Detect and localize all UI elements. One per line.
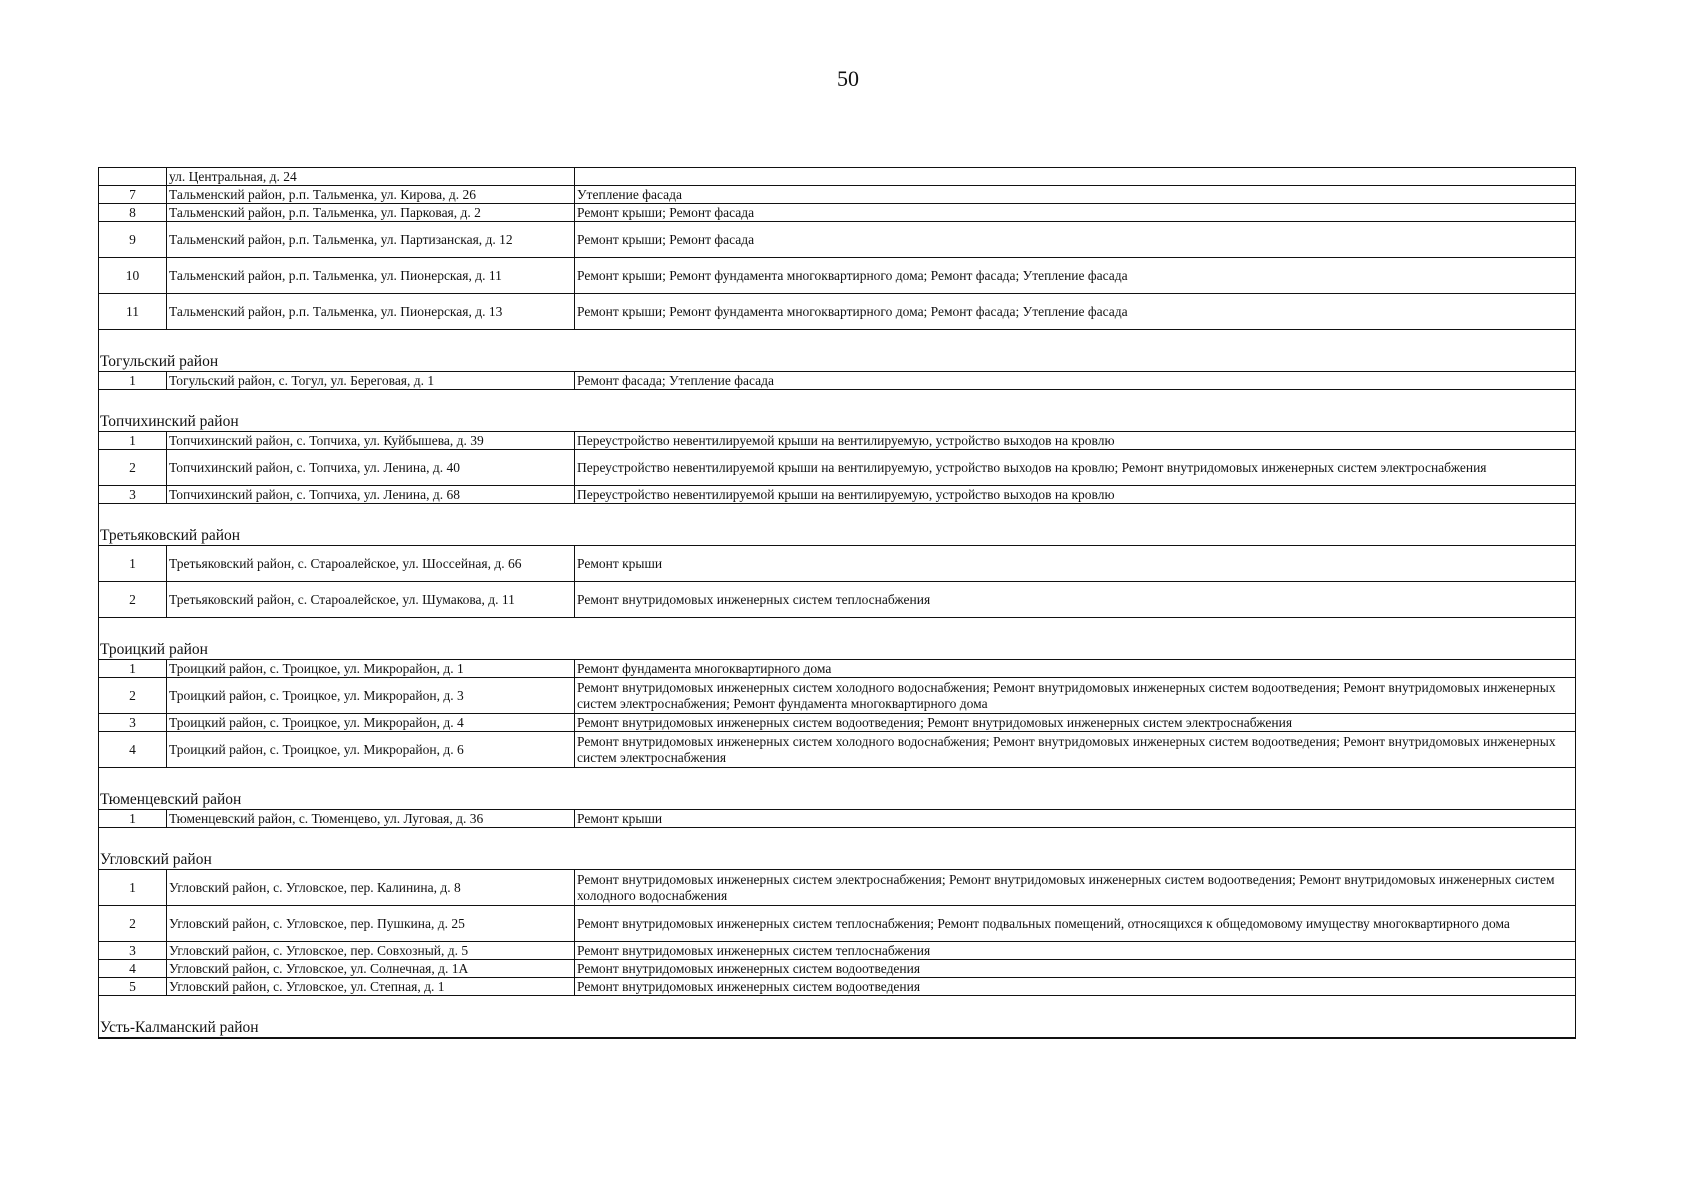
row-number-cell: 1 xyxy=(99,372,167,390)
table-row xyxy=(99,582,1576,618)
works-cell: Утепление фасада xyxy=(575,186,1576,204)
district-title: Угловский район xyxy=(99,828,1576,870)
table-row xyxy=(99,660,1576,678)
table-row xyxy=(99,714,1576,732)
address-cell: Троицкий район, с. Троицкое, ул. Микрорайон, д. 6 xyxy=(167,732,575,768)
works-cell: Ремонт внутридомовых инженерных систем водоотведения; Ремонт внутридомовых инженерных систем электроснабжения xyxy=(575,714,1576,732)
row-number-cell: 10 xyxy=(99,258,167,294)
address-cell: Тальменский район, р.п. Тальменка, ул. Парковая, д. 2 xyxy=(167,204,575,222)
district-section-row xyxy=(99,768,1576,810)
table-row xyxy=(99,960,1576,978)
table-body xyxy=(99,168,1576,1039)
address-cell: ул. Центральная, д. 24 xyxy=(167,168,575,186)
row-number-cell: 1 xyxy=(99,870,167,906)
address-cell: Троицкий район, с. Троицкое, ул. Микрорайон, д. 4 xyxy=(167,714,575,732)
district-section-row xyxy=(99,390,1576,432)
address-cell: Топчихинский район, с. Топчиха, ул. Куйбышева, д. 39 xyxy=(167,432,575,450)
address-cell: Троицкий район, с. Троицкое, ул. Микрорайон, д. 3 xyxy=(167,678,575,714)
row-number-cell: 3 xyxy=(99,714,167,732)
table-row xyxy=(99,810,1576,828)
address-cell: Третьяковский район, с. Староалейское, ул. Шумакова, д. 11 xyxy=(167,582,575,618)
table-row xyxy=(99,906,1576,942)
works-cell: Ремонт крыши; Ремонт фасада xyxy=(575,222,1576,258)
table-row xyxy=(99,450,1576,486)
table-row xyxy=(99,168,1576,186)
works-cell: Ремонт внутридомовых инженерных систем водоотведения xyxy=(575,978,1576,996)
district-title: Тогульский район xyxy=(99,330,1576,372)
address-cell: Угловский район, с. Угловское, пер. Совхозный, д. 5 xyxy=(167,942,575,960)
district-section-row xyxy=(99,504,1576,546)
table-row xyxy=(99,372,1576,390)
works-cell: Ремонт фасада; Утепление фасада xyxy=(575,372,1576,390)
row-number-cell: 4 xyxy=(99,960,167,978)
address-cell: Угловский район, с. Угловское, ул. Степная, д. 1 xyxy=(167,978,575,996)
row-number-cell: 2 xyxy=(99,450,167,486)
works-cell: Ремонт крыши xyxy=(575,810,1576,828)
works-cell: Ремонт крыши; Ремонт фундамента многоквартирного дома; Ремонт фасада; Утепление фасада xyxy=(575,258,1576,294)
row-number-cell: 3 xyxy=(99,942,167,960)
row-number-cell: 11 xyxy=(99,294,167,330)
works-cell: Ремонт крыши; Ремонт фасада xyxy=(575,204,1576,222)
address-cell: Третьяковский район, с. Староалейское, ул. Шоссейная, д. 66 xyxy=(167,546,575,582)
address-cell: Угловский район, с. Угловское, ул. Солнечная, д. 1А xyxy=(167,960,575,978)
row-number-cell: 9 xyxy=(99,222,167,258)
row-number-cell xyxy=(99,168,167,186)
page-number: 50 xyxy=(837,66,859,91)
works-cell: Ремонт внутридомовых инженерных систем холодного водоснабжения; Ремонт внутридомовых инженерных систем водоотведения; Ремонт внутридомовых инженерных систем электроснабжения; Ремонт фундамента многоквартирного дома xyxy=(575,678,1576,714)
table-row xyxy=(99,870,1576,906)
works-cell: Переустройство невентилируемой крыши на вентилируемую, устройство выходов на кровлю xyxy=(575,432,1576,450)
row-number-cell: 1 xyxy=(99,810,167,828)
address-cell: Тальменский район, р.п. Тальменка, ул. Пионерская, д. 11 xyxy=(167,258,575,294)
address-cell: Угловский район, с. Угловское, пер. Калинина, д. 8 xyxy=(167,870,575,906)
works-cell: Ремонт внутридомовых инженерных систем холодного водоснабжения; Ремонт внутридомовых инженерных систем водоотведения; Ремонт внутридомовых инженерных систем электроснабжения xyxy=(575,732,1576,768)
address-cell: Топчихинский район, с. Топчиха, ул. Ленина, д. 40 xyxy=(167,450,575,486)
address-cell: Угловский район, с. Угловское, пер. Пушкина, д. 25 xyxy=(167,906,575,942)
address-cell: Троицкий район, с. Троицкое, ул. Микрорайон, д. 1 xyxy=(167,660,575,678)
table-row xyxy=(99,294,1576,330)
works-cell: Ремонт крыши xyxy=(575,546,1576,582)
works-cell: Ремонт внутридомовых инженерных систем теплоснабжения; Ремонт подвальных помещений, относящихся к общедомовому имуществу многоквартирного дома xyxy=(575,906,1576,942)
row-number-cell: 3 xyxy=(99,486,167,504)
works-cell: Переустройство невентилируемой крыши на вентилируемую, устройство выходов на кровлю; Ремонт внутридомовых инженерных систем электроснабжения xyxy=(575,450,1576,486)
table-row xyxy=(99,978,1576,996)
row-number-cell: 8 xyxy=(99,204,167,222)
table-row xyxy=(99,222,1576,258)
district-section-row xyxy=(99,330,1576,372)
address-cell: Тальменский район, р.п. Тальменка, ул. Пионерская, д. 13 xyxy=(167,294,575,330)
works-cell: Ремонт внутридомовых инженерных систем водоотведения xyxy=(575,960,1576,978)
works-cell: Ремонт внутридомовых инженерных систем электроснабжения; Ремонт внутридомовых инженерных систем водоотведения; Ремонт внутридомовых инженерных систем холодного водоснабжения xyxy=(575,870,1576,906)
address-cell: Тогульский район, с. Тогул, ул. Береговая, д. 1 xyxy=(167,372,575,390)
works-cell xyxy=(575,168,1576,186)
row-number-cell: 2 xyxy=(99,678,167,714)
table-row xyxy=(99,678,1576,714)
table-row xyxy=(99,432,1576,450)
district-title: Третьяковский район xyxy=(99,504,1576,546)
district-title: Тюменцевский район xyxy=(99,768,1576,810)
row-number-cell: 7 xyxy=(99,186,167,204)
district-section-row xyxy=(99,828,1576,870)
district-section-row xyxy=(99,996,1576,1039)
table-row xyxy=(99,204,1576,222)
row-number-cell: 4 xyxy=(99,732,167,768)
row-number-cell: 2 xyxy=(99,906,167,942)
works-cell: Ремонт внутридомовых инженерных систем теплоснабжения xyxy=(575,582,1576,618)
row-number-cell: 1 xyxy=(99,432,167,450)
works-cell: Ремонт внутридомовых инженерных систем теплоснабжения xyxy=(575,942,1576,960)
row-number-cell: 2 xyxy=(99,582,167,618)
address-cell: Тюменцевский район, с. Тюменцево, ул. Луговая, д. 36 xyxy=(167,810,575,828)
table-row xyxy=(99,186,1576,204)
address-cell: Топчихинский район, с. Топчиха, ул. Ленина, д. 68 xyxy=(167,486,575,504)
address-cell: Тальменский район, р.п. Тальменка, ул. Партизанская, д. 12 xyxy=(167,222,575,258)
row-number-cell: 1 xyxy=(99,546,167,582)
row-number-cell: 1 xyxy=(99,660,167,678)
district-title: Троицкий район xyxy=(99,618,1576,660)
table-row xyxy=(99,732,1576,768)
repair-schedule-table xyxy=(98,167,1576,1039)
table-row xyxy=(99,258,1576,294)
table-row xyxy=(99,546,1576,582)
works-cell: Переустройство невентилируемой крыши на вентилируемую, устройство выходов на кровлю xyxy=(575,486,1576,504)
table-row xyxy=(99,942,1576,960)
address-cell: Тальменский район, р.п. Тальменка, ул. Кирова, д. 26 xyxy=(167,186,575,204)
table-row xyxy=(99,486,1576,504)
works-cell: Ремонт крыши; Ремонт фундамента многоквартирного дома; Ремонт фасада; Утепление фасада xyxy=(575,294,1576,330)
district-title: Усть-Калманский район xyxy=(99,996,1576,1039)
district-section-row xyxy=(99,618,1576,660)
works-cell: Ремонт фундамента многоквартирного дома xyxy=(575,660,1576,678)
district-title: Топчихинский район xyxy=(99,390,1576,432)
row-number-cell: 5 xyxy=(99,978,167,996)
